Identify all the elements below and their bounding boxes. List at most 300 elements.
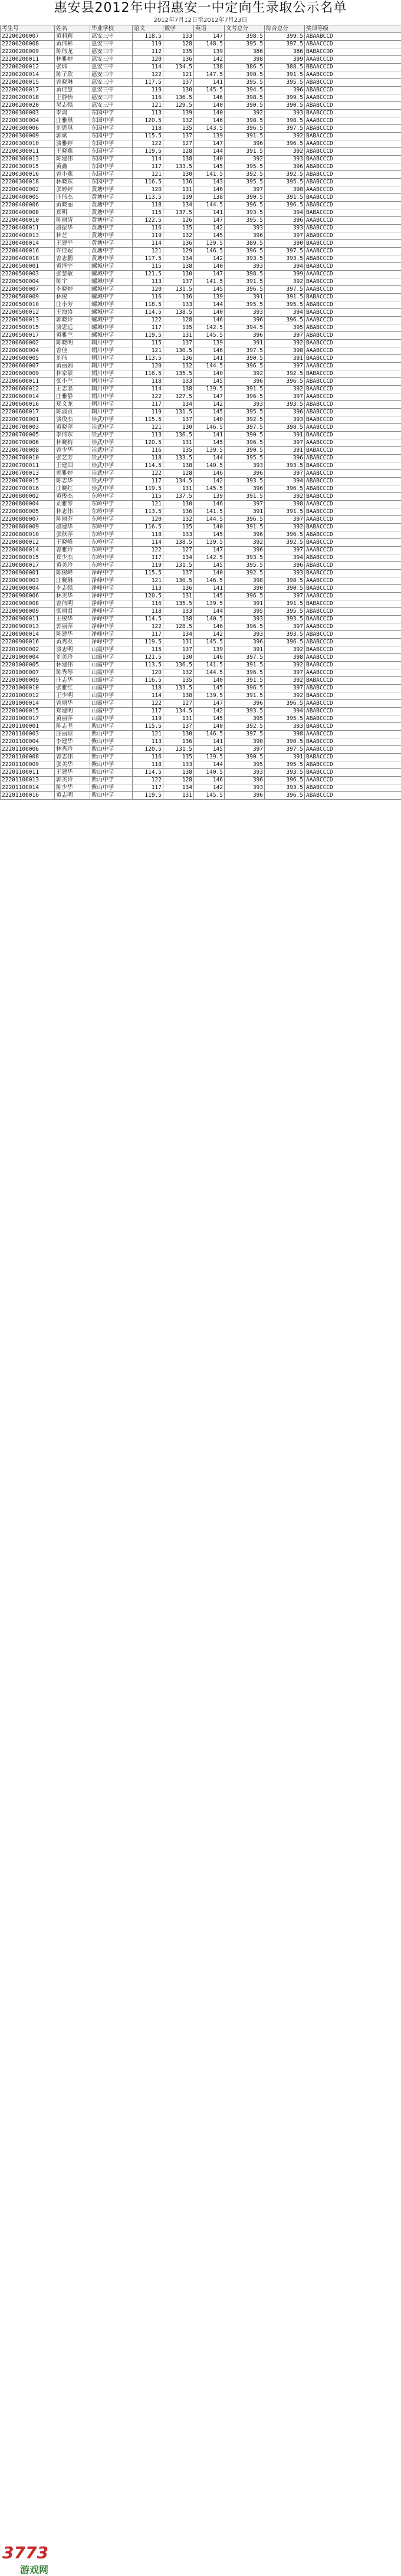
cell-school: 崇武中学 (90, 424, 133, 432)
col-header-exam-total: 文考总分 (225, 25, 265, 33)
cell-math: 135 (163, 754, 194, 761)
cell-chinese: 115.5 (133, 570, 163, 577)
cell-composite-total: 392 (265, 662, 305, 669)
cell-exam-total: 391 (225, 340, 265, 347)
cell-exam-total: 397 (225, 186, 265, 194)
cell-exam-id: 22200600009 (1, 370, 55, 378)
cell-composite-total: 392 (265, 646, 305, 654)
cell-composite-total: 392 (265, 493, 305, 501)
cell-chinese: 118 (133, 455, 163, 462)
cell-math: 135 (163, 125, 194, 133)
cell-chinese: 119 (133, 41, 163, 48)
cell-name: 骆雅婷 (55, 140, 90, 148)
cell-exam-id: 22200800009 (1, 524, 55, 531)
cell-composite-total: 396 (265, 455, 305, 462)
cell-name: 刘思琪 (55, 125, 90, 133)
cell-math: 128.5 (163, 623, 194, 631)
cell-school: 净峰中学 (90, 585, 133, 593)
table-row (1, 769, 401, 777)
cell-math: 135.5 (163, 370, 194, 378)
table-row (1, 33, 401, 41)
cell-chinese: 116.5 (133, 179, 163, 186)
cell-math: 133 (163, 761, 194, 769)
cell-name: 林秀玲 (55, 746, 90, 754)
cell-chinese: 115.5 (133, 416, 163, 424)
cell-chinese: 115.5 (133, 133, 163, 140)
cell-name: 郭晓玲 (55, 317, 90, 324)
cell-exam-id: 22201000002 (1, 646, 55, 654)
cell-english: 139.5 (194, 240, 225, 248)
cell-grade-levels: ABABCCCD (305, 761, 401, 769)
cell-math: 130 (163, 424, 194, 432)
cell-chinese: 114 (133, 64, 163, 71)
cell-chinese: 118.5 (133, 33, 163, 41)
cell-grade-levels: BABACCCD (305, 524, 401, 531)
cell-chinese: 114.5 (133, 769, 163, 777)
cell-composite-total: 393 (265, 723, 305, 731)
cell-school: 崇武中学 (90, 439, 133, 447)
col-header-chinese: 语文 (133, 25, 163, 33)
cell-grade-levels: ABABCCCD (305, 255, 401, 263)
cell-grade-levels: BAABCCCD (305, 662, 401, 669)
cell-chinese: 114 (133, 240, 163, 248)
cell-chinese: 122 (133, 623, 163, 631)
cell-exam-id: 22201000004 (1, 654, 55, 662)
cell-english: 141.5 (194, 171, 225, 179)
cell-name: 王晓燕 (55, 148, 90, 156)
cell-english: 144 (194, 608, 225, 616)
cell-name: 庄丽琼 (55, 731, 90, 738)
cell-name: 张雅红 (55, 685, 90, 692)
cell-grade-levels: AAABCCCD (305, 654, 401, 662)
cell-name: 陈志华 (55, 478, 90, 485)
cell-chinese: 121 (133, 577, 163, 585)
cell-name: 林艺 (55, 232, 90, 240)
cell-composite-total: 394 (265, 309, 305, 317)
cell-school: 紫山中学 (90, 777, 133, 784)
cell-grade-levels: BAABCCCD (305, 738, 401, 746)
table-row (1, 685, 401, 692)
cell-math: 134 (163, 255, 194, 263)
cell-name: 王建华 (55, 769, 90, 777)
cell-english: 144.5 (194, 669, 225, 677)
table-row (1, 48, 401, 56)
cell-chinese: 118 (133, 608, 163, 616)
cell-chinese: 116.5 (133, 677, 163, 685)
cell-grade-levels: BAABCCCD (305, 156, 401, 163)
cell-english: 145 (194, 378, 225, 386)
cell-chinese: 117 (133, 784, 163, 792)
cell-exam-total: 395.5 (225, 409, 265, 416)
cell-name: 郑建明 (55, 708, 90, 715)
cell-chinese: 122 (133, 777, 163, 784)
cell-school: 紫山中学 (90, 746, 133, 754)
cell-name: 林俊 (55, 294, 90, 301)
cell-chinese: 121 (133, 248, 163, 255)
cell-chinese: 119.5 (133, 639, 163, 646)
cell-exam-total: 393 (225, 309, 265, 317)
cell-exam-total: 396 (225, 700, 265, 708)
cell-english: 147 (194, 393, 225, 401)
table-row (1, 754, 401, 761)
cell-english: 145.5 (194, 485, 225, 493)
cell-chinese: 117.5 (133, 255, 163, 263)
cell-school: 紫山中学 (90, 738, 133, 746)
cell-name: 李伟东 (55, 432, 90, 439)
cell-chinese: 118 (133, 761, 163, 769)
cell-math: 138 (163, 769, 194, 777)
cell-chinese: 116 (133, 225, 163, 232)
cell-grade-levels: ABABCCCD (305, 401, 401, 409)
cell-grade-levels: ABABCCCD (305, 562, 401, 570)
cell-composite-total: 397.5 (265, 41, 305, 48)
cell-exam-total: 393.5 (225, 255, 265, 263)
cell-name: 庄伟杰 (55, 194, 90, 202)
cell-math: 135 (163, 524, 194, 531)
table-row (1, 71, 401, 79)
cell-exam-total: 398.5 (225, 94, 265, 102)
col-header-grade-levels: 奖项等级 (305, 25, 401, 33)
cell-school: 黄塘中学 (90, 255, 133, 263)
cell-exam-id: 22201000015 (1, 708, 55, 715)
cell-grade-levels: ABABCCCD (305, 378, 401, 386)
cell-math: 138.5 (163, 539, 194, 547)
cell-english: 138 (194, 194, 225, 202)
cell-chinese: 114.5 (133, 616, 163, 623)
cell-grade-levels: AAABCCCD (305, 516, 401, 524)
cell-composite-total: 393 (265, 570, 305, 577)
cell-exam-total: 391.5 (225, 386, 265, 393)
cell-exam-total: 397 (225, 501, 265, 508)
cell-exam-id: 22200300015 (1, 163, 55, 171)
cell-exam-total: 390.5 (225, 447, 265, 455)
cell-chinese: 116 (133, 754, 163, 761)
cell-exam-total: 396.5 (225, 393, 265, 401)
cell-exam-id: 22200600012 (1, 386, 55, 393)
cell-composite-total: 396 (265, 562, 305, 570)
cell-grade-levels: BAABCCCD (305, 278, 401, 286)
cell-english: 140 (194, 110, 225, 117)
cell-exam-id: 22200700015 (1, 478, 55, 485)
cell-name: 郭丽萍 (55, 623, 90, 631)
cell-chinese: 113 (133, 110, 163, 117)
cell-english: 140 (194, 677, 225, 685)
cell-exam-total: 391.5 (225, 493, 265, 501)
cell-math: 136 (163, 56, 194, 64)
cell-exam-total: 395 (225, 608, 265, 616)
cell-grade-levels: BABACCCD (305, 294, 401, 301)
table-row (1, 217, 401, 225)
cell-school: 东园中学 (90, 179, 133, 186)
table-row (1, 731, 401, 738)
cell-school: 螺城中学 (90, 317, 133, 324)
cell-school: 惠安三中 (90, 87, 133, 94)
cell-name: 林家豪 (55, 370, 90, 378)
table-row (1, 593, 401, 600)
cell-english: 146.5 (194, 424, 225, 432)
cell-english: 144.5 (194, 516, 225, 524)
cell-exam-total: 396.5 (225, 202, 265, 209)
cell-exam-id: 22200600002 (1, 340, 55, 347)
cell-english: 146 (194, 623, 225, 631)
cell-school: 净峰中学 (90, 623, 133, 631)
col-header-composite-total: 综合总分 (265, 25, 305, 33)
cell-exam-total: 395.5 (225, 179, 265, 186)
cell-school: 紫山中学 (90, 754, 133, 761)
table-row (1, 286, 401, 294)
table-row (1, 424, 401, 432)
cell-composite-total: 393 (265, 225, 305, 232)
cell-school: 山霞中学 (90, 715, 133, 723)
cell-school: 辋川中学 (90, 409, 133, 416)
table-row (1, 738, 401, 746)
cell-math: 130 (163, 501, 194, 508)
cell-exam-id: 22200300018 (1, 179, 55, 186)
cell-math: 137 (163, 340, 194, 347)
cell-chinese: 118 (133, 378, 163, 386)
cell-composite-total: 393 (265, 110, 305, 117)
cell-math: 138.5 (163, 309, 194, 317)
cell-grade-levels: BAABCCCD (305, 194, 401, 202)
cell-composite-total: 396 (265, 163, 305, 171)
cell-exam-id: 22200800005 (1, 508, 55, 516)
table-row (1, 547, 401, 554)
cell-composite-total: 392 (265, 692, 305, 700)
cell-exam-id: 22201100004 (1, 738, 55, 746)
cell-exam-id: 22200900013 (1, 623, 55, 631)
table-row (1, 163, 401, 171)
cell-school: 黄塘中学 (90, 225, 133, 232)
cell-chinese: 116.5 (133, 524, 163, 531)
table-row (1, 416, 401, 424)
cell-english: 139.5 (194, 600, 225, 608)
cell-english: 140 (194, 723, 225, 731)
cell-grade-levels: BAABCCCD (305, 386, 401, 393)
cell-exam-id: 22201100013 (1, 777, 55, 784)
cell-math: 133 (163, 608, 194, 616)
cell-school: 紫山中学 (90, 761, 133, 769)
cell-english: 140 (194, 570, 225, 577)
cell-chinese: 113 (133, 278, 163, 286)
cell-name: 王静怡 (55, 94, 90, 102)
cell-grade-levels: AAABCCCD (305, 363, 401, 370)
table-row (1, 140, 401, 148)
cell-school: 崇武中学 (90, 470, 133, 478)
table-body (1, 33, 401, 800)
cell-grade-levels: AAABCCCD (305, 501, 401, 508)
cell-math: 137.5 (163, 493, 194, 501)
cell-english: 141.5 (194, 278, 225, 286)
cell-chinese: 120.5 (133, 117, 163, 125)
cell-exam-id: 22200400005 (1, 194, 55, 202)
cell-grade-levels: AAABCCCD (305, 71, 401, 79)
table-row (1, 186, 401, 194)
cell-exam-total: 391 (225, 294, 265, 301)
cell-school: 辋川中学 (90, 393, 133, 401)
cell-name: 庄晓红 (55, 485, 90, 493)
cell-composite-total: 397 (265, 593, 305, 600)
table-row (1, 531, 401, 539)
cell-grade-levels: AAABCCCD (305, 593, 401, 600)
cell-school: 东岭中学 (90, 501, 133, 508)
cell-composite-total: 399 (265, 56, 305, 64)
cell-composite-total: 397.5 (265, 248, 305, 255)
cell-grade-levels: AAABCCCD (305, 424, 401, 432)
cell-grade-levels: BAABCCCD (305, 769, 401, 777)
table-row (1, 324, 401, 332)
cell-chinese: 117 (133, 708, 163, 715)
table-row (1, 255, 401, 263)
cell-english: 146.5 (194, 577, 225, 585)
cell-school: 惠安三中 (90, 56, 133, 64)
cell-composite-total: 397.5 (265, 746, 305, 754)
cell-english: 140 (194, 524, 225, 531)
cell-math: 137 (163, 79, 194, 87)
table-row (1, 278, 401, 286)
cell-grade-levels: AAABCCCD (305, 470, 401, 478)
cell-english: 145 (194, 531, 225, 539)
cell-grade-levels: ABABCCCD (305, 179, 401, 186)
table-row (1, 317, 401, 324)
cell-math: 136.5 (163, 432, 194, 439)
cell-math: 136 (163, 508, 194, 516)
cell-grade-levels: ABABCCCD (305, 163, 401, 171)
cell-exam-total: 392.5 (225, 171, 265, 179)
cell-grade-levels: AAABCCCD (305, 669, 401, 677)
cell-english: 140.5 (194, 462, 225, 470)
cell-grade-levels: ABABCCCD (305, 125, 401, 133)
col-header-school: 毕业学校 (90, 25, 133, 33)
cell-exam-total: 393 (225, 616, 265, 623)
cell-school: 螺城中学 (90, 263, 133, 271)
cell-exam-total: 392 (225, 110, 265, 117)
cell-english: 145 (194, 593, 225, 600)
table-row (1, 41, 401, 48)
cell-chinese: 116 (133, 294, 163, 301)
table-row (1, 56, 401, 64)
cell-chinese: 120.5 (133, 593, 163, 600)
cell-composite-total: 398 (265, 654, 305, 662)
cell-exam-id: 22200200018 (1, 94, 55, 102)
cell-chinese: 120 (133, 363, 163, 370)
cell-exam-id: 22200900008 (1, 600, 55, 608)
cell-grade-levels: AAABCCCD (305, 248, 401, 255)
cell-name: 陈俊峰 (55, 570, 90, 577)
cell-chinese: 119 (133, 409, 163, 416)
cell-composite-total: 394 (265, 708, 305, 715)
cell-exam-total: 396.5 (225, 685, 265, 692)
cell-school: 惠安三中 (90, 33, 133, 41)
cell-exam-id: 22200700005 (1, 432, 55, 439)
cell-school: 东园中学 (90, 117, 133, 125)
cell-english: 146 (194, 117, 225, 125)
cell-math: 134.5 (163, 64, 194, 71)
cell-composite-total: 397.5 (265, 125, 305, 133)
cell-exam-total: 397.5 (225, 347, 265, 355)
cell-composite-total: 398 (265, 501, 305, 508)
cell-school: 东园中学 (90, 148, 133, 156)
table-row (1, 784, 401, 792)
cell-grade-levels: AAABCCCD (305, 271, 401, 278)
cell-math: 134 (163, 401, 194, 409)
cell-chinese: 120 (133, 286, 163, 294)
cell-chinese: 117 (133, 478, 163, 485)
cell-school: 净峰中学 (90, 593, 133, 600)
cell-english: 147 (194, 33, 225, 41)
cell-math: 137 (163, 278, 194, 286)
cell-grade-levels: AAABCCCD (305, 746, 401, 754)
cell-exam-total: 395.5 (225, 41, 265, 48)
cell-school: 净峰中学 (90, 570, 133, 577)
cell-chinese: 119.5 (133, 148, 163, 156)
cell-math: 139 (163, 194, 194, 202)
cell-exam-total: 396 (225, 531, 265, 539)
cell-math: 127.5 (163, 393, 194, 401)
cell-school: 惠安三中 (90, 41, 133, 48)
cell-name: 庄雅静 (55, 393, 90, 401)
cell-school: 东园中学 (90, 133, 133, 140)
watermark-logo (2, 2543, 91, 2569)
cell-exam-total: 395.5 (225, 562, 265, 570)
cell-name: 黄伟彬 (55, 41, 90, 48)
cell-name: 陈建华 (55, 631, 90, 639)
cell-math: 130 (163, 731, 194, 738)
cell-exam-total: 396.5 (225, 516, 265, 524)
cell-name: 黄丽娟 (55, 363, 90, 370)
cell-composite-total: 396.5 (265, 202, 305, 209)
cell-exam-total: 395 (225, 715, 265, 723)
cell-grade-levels: AAABCCCD (305, 777, 401, 784)
cell-composite-total: 396 (265, 87, 305, 94)
cell-grade-levels: ABABCCCD (305, 409, 401, 416)
cell-chinese: 122.5 (133, 217, 163, 225)
cell-name: 张美华 (55, 761, 90, 769)
cell-exam-id: 22200300003 (1, 110, 55, 117)
cell-exam-id: 22201000017 (1, 715, 55, 723)
cell-name: 林雅婷 (55, 56, 90, 64)
cell-grade-levels: BAABCCCD (305, 692, 401, 700)
cell-math: 133 (163, 301, 194, 309)
cell-chinese: 119.5 (133, 332, 163, 340)
cell-composite-total: 398 (265, 347, 305, 355)
cell-exam-id: 22200600007 (1, 363, 55, 370)
cell-math: 131 (163, 593, 194, 600)
cell-chinese: 119.5 (133, 485, 163, 493)
table-row (1, 462, 401, 470)
cell-composite-total: 397 (265, 363, 305, 370)
cell-english: 139.5 (194, 692, 225, 700)
cell-english: 139.5 (194, 539, 225, 547)
cell-chinese: 121.5 (133, 654, 163, 662)
cell-english: 145 (194, 715, 225, 723)
cell-english: 145 (194, 746, 225, 754)
cell-english: 140.5 (194, 616, 225, 623)
cell-math: 137 (163, 723, 194, 731)
cell-composite-total: 392.5 (265, 539, 305, 547)
cell-math: 134.5 (163, 708, 194, 715)
cell-exam-id: 22200500017 (1, 332, 55, 340)
cell-math: 129 (163, 248, 194, 255)
cell-grade-levels: BAABCCCD (305, 263, 401, 271)
cell-exam-total: 398 (225, 56, 265, 64)
cell-math: 131.5 (163, 746, 194, 754)
cell-english: 146 (194, 317, 225, 324)
cell-name: 林建伟 (55, 662, 90, 669)
cell-chinese: 119 (133, 232, 163, 240)
cell-school: 黄塘中学 (90, 217, 133, 225)
cell-name: 陈子欣 (55, 71, 90, 79)
cell-english: 139.5 (194, 447, 225, 455)
